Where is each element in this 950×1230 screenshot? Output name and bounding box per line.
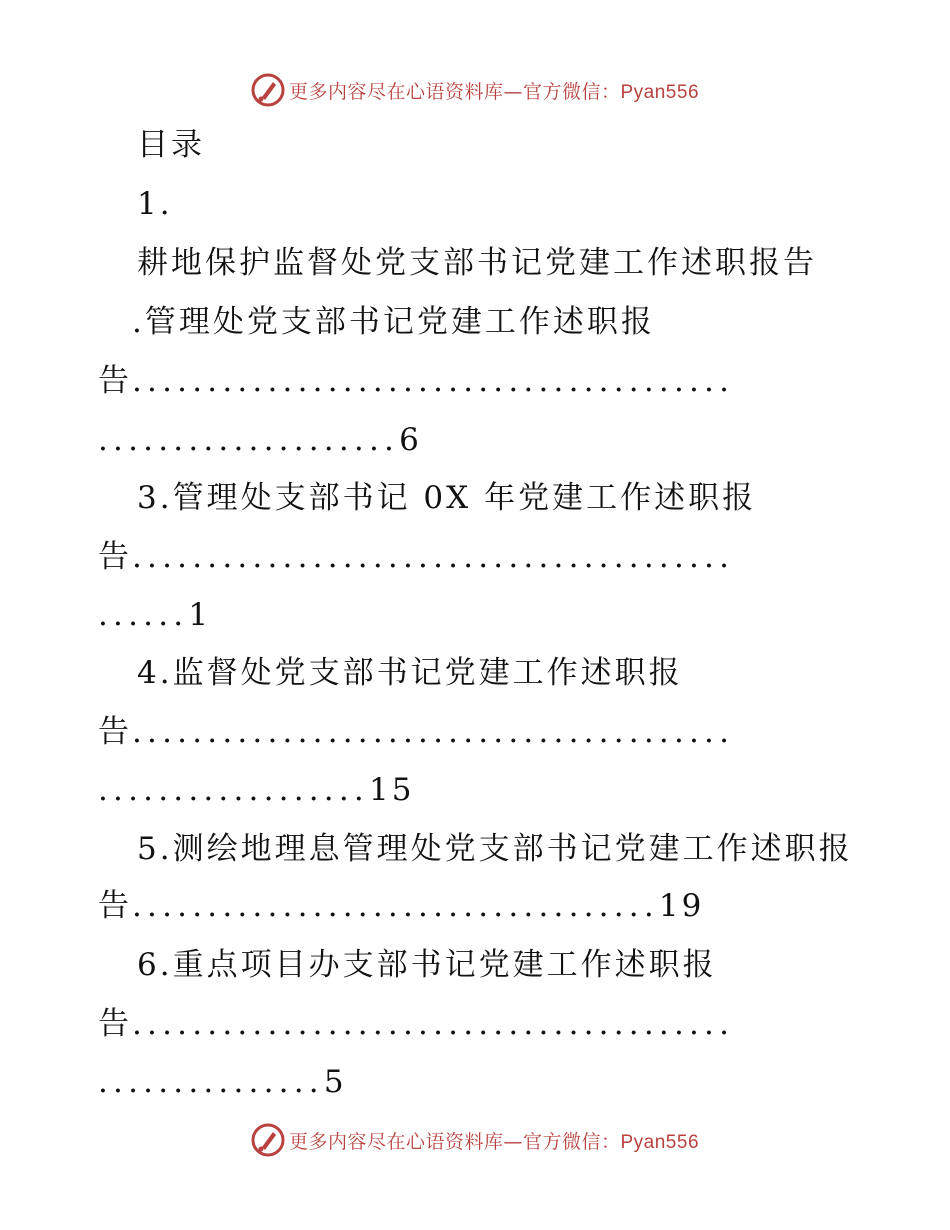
- pen-nib-logo-icon: [251, 73, 285, 107]
- watermark-text: 更多内容尽在心语资料库—官方微信：Pyan556: [288, 80, 700, 103]
- toc-entry-6-page: 5: [323, 1064, 347, 1100]
- toc-entry-3-page: 1: [188, 597, 212, 633]
- toc-entry-3-title: 3.管理处支部书记 0X 年党建工作述职报: [137, 480, 757, 516]
- toc-title: 目录: [137, 127, 205, 163]
- watermark-text: 更多内容尽在心语资料库—官方微信：Pyan556: [288, 1130, 700, 1153]
- toc-entry-2-title: .管理处党支部书记党建工作述职报: [132, 304, 655, 340]
- toc-entry-4-page: 15: [368, 772, 415, 808]
- toc-entry-2-leader: 告........................................: [98, 363, 735, 399]
- toc-entry-5-title: 5.测绘地理息管理处党支部书记党建工作述职报: [137, 831, 853, 867]
- toc-entry-4-leader: 告........................................: [98, 714, 735, 750]
- toc-entry-3-page-line: ......1: [98, 597, 212, 633]
- toc-entry-3-leader: 告........................................: [98, 539, 735, 575]
- toc-entry-1-number: 1.: [137, 186, 173, 222]
- toc-entry-6-leader: 告........................................: [98, 1006, 735, 1042]
- toc-entry-1-title: 耕地保护监督处党支部书记党建工作述职报告: [137, 245, 817, 281]
- pen-nib-logo-icon: [251, 1123, 285, 1157]
- toc-entry-4-page-line: ..................15: [98, 772, 415, 808]
- watermark-banner-bottom: [0, 1120, 950, 1160]
- toc-entry-6-title: 6.重点项目办支部书记党建工作述职报: [137, 947, 717, 983]
- toc-entry-2-page-line: ....................6: [98, 422, 422, 458]
- toc-entry-5-leader: 告...................................19: [98, 888, 705, 924]
- toc-entry-6-page-line: ...............5: [98, 1064, 347, 1100]
- toc-entry-4-title: 4.监督处党支部书记党建工作述职报: [137, 655, 683, 691]
- toc-entry-5-page: 19: [658, 888, 705, 924]
- watermark-banner-top: [0, 70, 950, 110]
- toc-entry-2-page: 6: [399, 422, 422, 458]
